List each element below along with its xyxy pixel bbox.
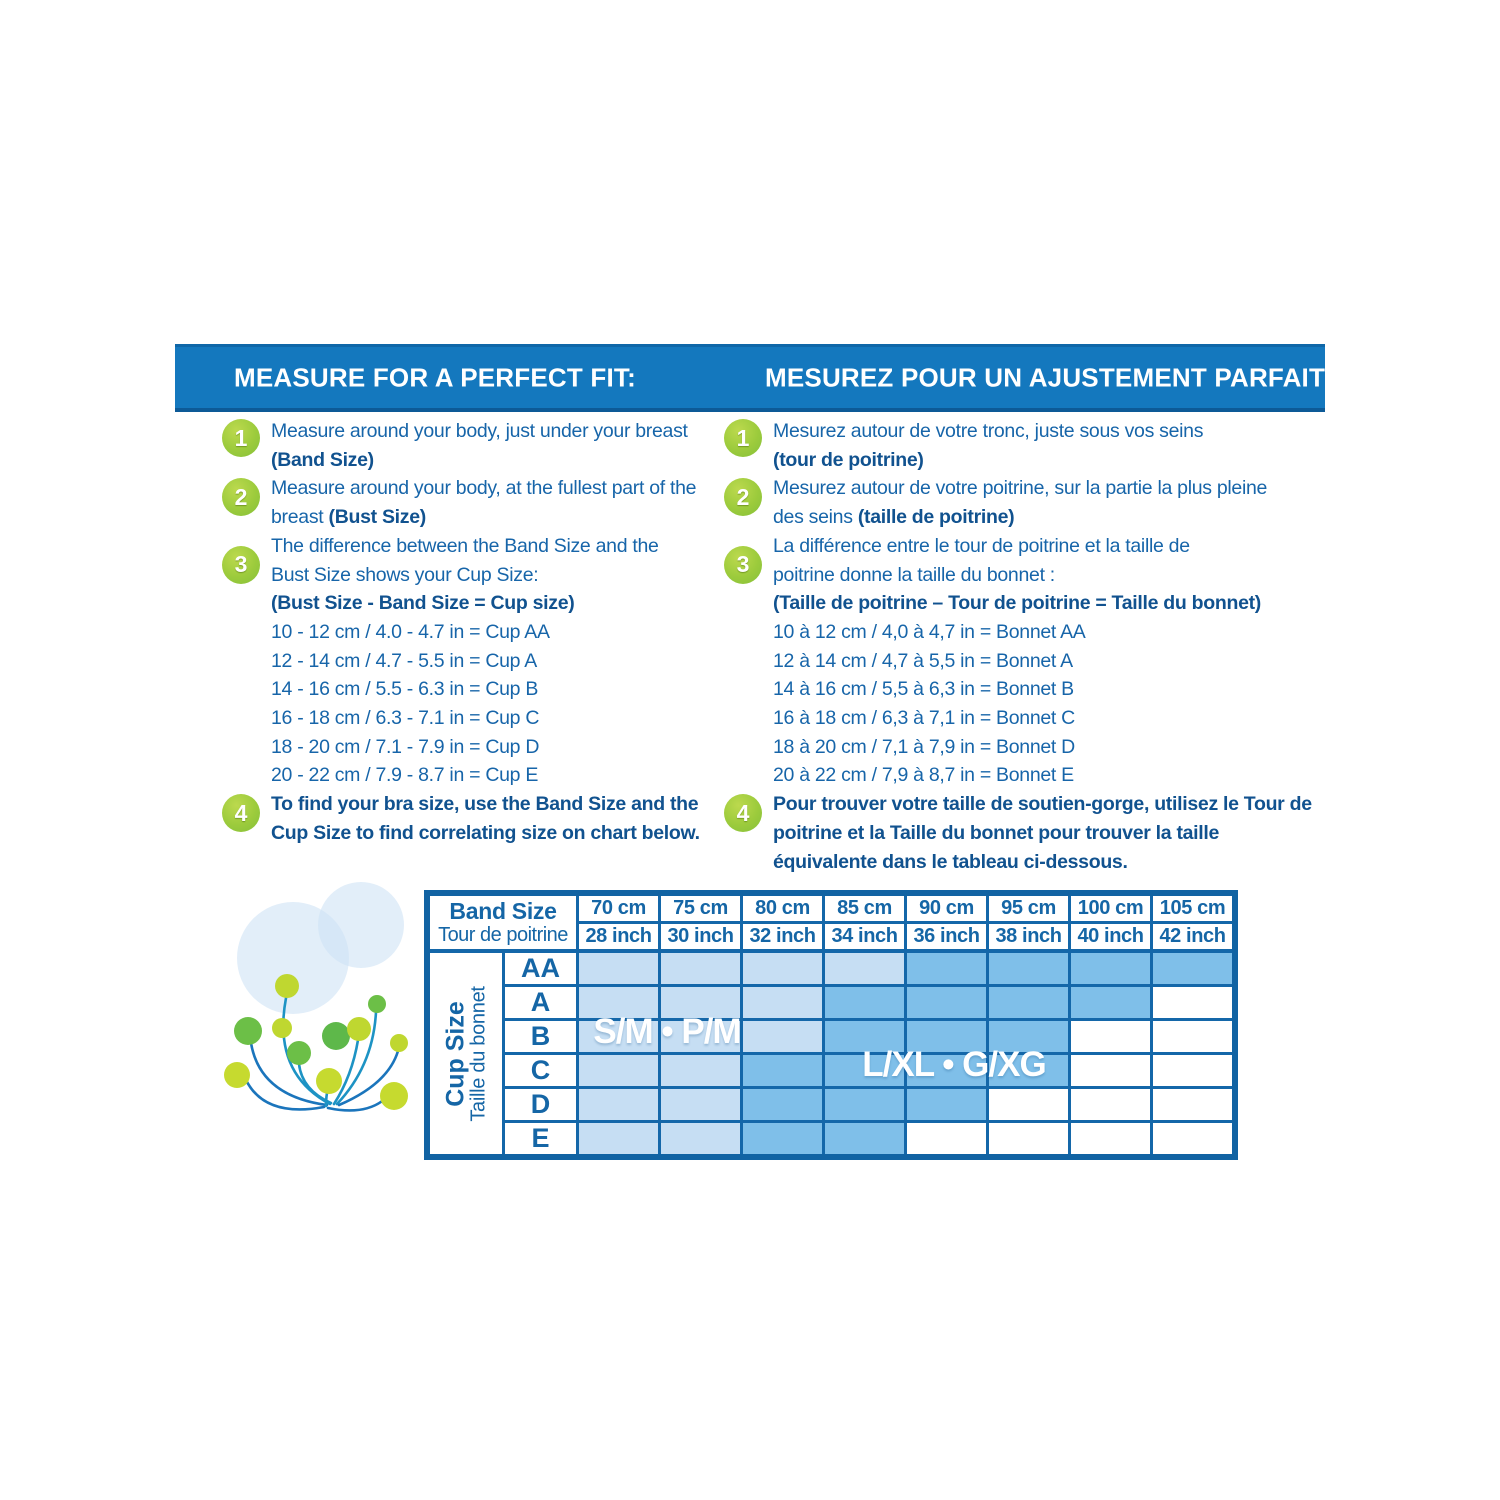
size-cell-A-100cm [1071, 987, 1150, 1018]
text-segment: Pour trouver votre taille de soutien-gorge, utilisez le Tour de [773, 793, 1312, 816]
text-segment: Measure around your body, just under your breast [271, 420, 688, 442]
step-number-badge: 2 [222, 478, 260, 516]
instruction-line [773, 790, 1324, 819]
size-cell-E-100cm [1071, 1123, 1150, 1154]
size-cell-A-105cm [1153, 987, 1232, 1018]
text-segment: 20 à 22 cm / 7,9 à 8,7 in = Bonnet E [773, 764, 1074, 787]
size-region-label-lxl: L/XL • G/XG [862, 1045, 1046, 1084]
text-segment: Bust Size shows your Cup Size: [271, 563, 539, 586]
instruction-line [271, 618, 714, 647]
step-number-badge: 1 [222, 419, 260, 457]
instruction-line [773, 848, 1324, 877]
size-cell-AA-80cm [743, 953, 822, 984]
page-title-french: MESUREZ POUR UN AJUSTEMENT PARFAIT : [765, 362, 1342, 392]
instruction-line [773, 704, 1324, 733]
band-size-cm-header: 100 cm [1071, 896, 1150, 921]
instruction-line [773, 589, 1324, 618]
text-segment: poitrine donne la taille du bonnet : [773, 563, 1055, 586]
text-segment: 12 à 14 cm / 4,7 à 5,5 in = Bonnet A [773, 649, 1073, 672]
band-size-inch-header: 38 inch [989, 924, 1068, 949]
page-title-english: MEASURE FOR A PERFECT FIT: [234, 362, 636, 392]
size-chart-body [430, 953, 1232, 1154]
text-segment: 10 - 12 cm / 4.0 - 4.7 in = Cup AA [271, 620, 550, 643]
step-number-badge: 1 [724, 419, 762, 457]
size-cell-C-80cm [743, 1055, 822, 1086]
text-segment: (Bust Size) [328, 506, 426, 529]
size-cell-B-80cm [743, 1021, 822, 1052]
text-segment: Mesurez autour de votre poitrine, sur la partie la plus pleine [773, 477, 1268, 500]
text-segment: La différence entre le tour de poitrine et la taille de [773, 534, 1190, 557]
text-segment: 18 à 20 cm / 7,1 à 7,9 in = Bonnet D [773, 735, 1075, 758]
band-size-label-french: Tour de poitrine [438, 923, 568, 946]
size-cell-E-80cm [743, 1123, 822, 1154]
step-number-badge: 4 [222, 794, 260, 832]
cup-row-label: A [505, 987, 576, 1018]
band-size-cm-header: 80 cm [743, 896, 822, 921]
instruction-line [271, 417, 714, 446]
text-segment: (taille de poitrine) [857, 506, 1015, 529]
text-segment: Measure around your body, at the fullest part of the [271, 477, 697, 500]
size-cell-AA-100cm [1071, 953, 1150, 984]
instruction-step-3 [724, 532, 1324, 790]
instruction-line [773, 446, 1324, 475]
text-segment: (tour de poitrine) [773, 448, 924, 471]
instruction-step-1 [222, 417, 714, 474]
size-cell-D-80cm [743, 1089, 822, 1120]
size-cell-A-80cm [743, 987, 822, 1018]
band-size-inch-header: 42 inch [1153, 924, 1232, 949]
text-segment: The difference between the Band Size and the [271, 534, 659, 557]
text-segment: 16 à 18 cm / 6,3 à 7,1 in = Bonnet C [773, 707, 1075, 730]
band-size-cm-header: 105 cm [1153, 896, 1232, 921]
step-number-badge: 3 [724, 546, 762, 584]
instruction-line [271, 819, 714, 848]
size-cell-B-100cm [1071, 1021, 1150, 1052]
band-size-cm-header: 90 cm [907, 896, 986, 921]
band-size-inch-header: 40 inch [1071, 924, 1150, 949]
instruction-line [773, 561, 1324, 590]
band-size-inch-header: 34 inch [825, 924, 904, 949]
instruction-line [773, 618, 1324, 647]
cup-row-label: D [505, 1089, 576, 1120]
size-cell-C-70cm [579, 1055, 658, 1086]
instruction-line [271, 532, 714, 561]
size-cell-D-90cm [907, 1089, 986, 1120]
text-segment: (Bust Size - Band Size = Cup size) [271, 592, 575, 615]
decorative-flower-graphic [180, 868, 430, 1160]
flower-stems [246, 998, 398, 1110]
step-number-badge: 3 [222, 546, 260, 584]
text-segment: 14 à 16 cm / 5,5 à 6,3 in = Bonnet B [773, 678, 1074, 701]
size-cell-AA-70cm [579, 953, 658, 984]
instruction-line [271, 446, 714, 475]
size-cell-A-95cm [989, 987, 1068, 1018]
instructions-english [222, 417, 714, 848]
cup-row-label: B [505, 1021, 576, 1052]
band-size-inch-header: 28 inch [579, 924, 658, 949]
instruction-line [271, 503, 714, 532]
text-segment: 18 - 20 cm / 7.1 - 7.9 in = Cup D [271, 735, 540, 758]
instruction-line [271, 733, 714, 762]
size-cell-D-75cm [661, 1089, 740, 1120]
instruction-step-4 [724, 790, 1324, 876]
size-cell-C-105cm [1153, 1055, 1232, 1086]
instruction-line [271, 675, 714, 704]
text-segment: breast [271, 506, 329, 529]
instruction-line [773, 503, 1324, 532]
size-cell-B-105cm [1153, 1021, 1232, 1052]
bubble-circle [318, 882, 404, 968]
text-segment: équivalente dans le tableau ci-dessous. [773, 850, 1128, 873]
size-cell-AA-90cm [907, 953, 986, 984]
size-cell-D-95cm [989, 1089, 1068, 1120]
size-cell-E-90cm [907, 1123, 986, 1154]
step-number-badge: 2 [724, 478, 762, 516]
band-size-label: Band Size [449, 897, 557, 924]
cup-row-label: AA [505, 953, 576, 984]
text-segment: 12 - 14 cm / 4.7 - 5.5 in = Cup A [271, 649, 537, 672]
cup-size-label-french: Taille du bonnet [467, 985, 490, 1122]
instruction-line [773, 417, 1324, 446]
text-segment: (Band Size) [271, 448, 374, 471]
size-cell-A-90cm [907, 987, 986, 1018]
instruction-line [271, 474, 714, 503]
band-size-inch-header: 30 inch [661, 924, 740, 949]
size-region-label-sm: S/M • P/M [593, 1012, 741, 1051]
cup-size-header-cell [430, 953, 502, 1154]
size-cell-D-70cm [579, 1089, 658, 1120]
band-size-cm-header: 85 cm [825, 896, 904, 921]
band-size-cm-header: 70 cm [579, 896, 658, 921]
cup-row-label: C [505, 1055, 576, 1086]
text-segment: 20 - 22 cm / 7.9 - 8.7 in = Cup E [271, 764, 539, 787]
size-cell-E-105cm [1153, 1123, 1232, 1154]
size-cell-AA-85cm [825, 953, 904, 984]
text-segment: des seins [773, 506, 858, 529]
size-cell-C-75cm [661, 1055, 740, 1086]
size-cell-E-95cm [989, 1123, 1068, 1154]
size-cell-C-100cm [1071, 1055, 1150, 1086]
step-number-badge: 4 [724, 794, 762, 832]
text-segment: Cup Size to find correlating size on chart below. [271, 821, 700, 844]
instruction-line [773, 647, 1324, 676]
text-segment: (Taille de poitrine – Tour de poitrine = Taille du bonnet) [773, 592, 1262, 615]
instruction-step-4 [222, 790, 714, 847]
size-cell-E-75cm [661, 1123, 740, 1154]
size-cell-E-85cm [825, 1123, 904, 1154]
instructions-french [724, 417, 1324, 876]
text-segment: 10 à 12 cm / 4,0 à 4,7 in = Bonnet AA [773, 620, 1086, 643]
size-chart-table [424, 890, 1238, 1160]
instruction-step-2 [724, 474, 1324, 531]
size-cell-A-85cm [825, 987, 904, 1018]
instruction-line [773, 819, 1324, 848]
header-bar [175, 344, 1342, 412]
instruction-line [271, 647, 714, 676]
size-cell-E-70cm [579, 1123, 658, 1154]
size-cell-AA-75cm [661, 953, 740, 984]
cup-row-label: E [505, 1123, 576, 1154]
text-segment: 14 - 16 cm / 5.5 - 6.3 in = Cup B [271, 678, 539, 701]
band-size-inch-header: 36 inch [907, 924, 986, 949]
instruction-line [773, 733, 1324, 762]
instruction-line [773, 474, 1324, 503]
size-cell-D-85cm [825, 1089, 904, 1120]
size-cell-D-105cm [1153, 1089, 1232, 1120]
instruction-line [773, 761, 1324, 790]
cup-size-label: Cup Size [441, 1000, 470, 1107]
text-segment: poitrine et la Taille du bonnet pour trouver la taille [773, 821, 1220, 844]
size-cell-D-100cm [1071, 1089, 1150, 1120]
size-chart-header [430, 896, 1232, 949]
text-segment: Mesurez autour de votre tronc, juste sous vos seins [773, 420, 1204, 442]
instruction-line [271, 589, 714, 618]
size-cell-AA-95cm [989, 953, 1068, 984]
instruction-step-1 [724, 417, 1324, 474]
text-segment: To find your bra size, use the Band Size and the [271, 793, 699, 816]
instruction-line [773, 675, 1324, 704]
band-size-header-cell [430, 896, 576, 949]
band-size-cm-header: 95 cm [989, 896, 1068, 921]
instruction-line [271, 761, 714, 790]
band-size-inch-header: 32 inch [743, 924, 822, 949]
instruction-step-2 [222, 474, 714, 531]
instruction-line [271, 704, 714, 733]
instruction-line [773, 532, 1324, 561]
band-size-cm-header: 75 cm [661, 896, 740, 921]
instruction-line [271, 561, 714, 590]
instruction-line [271, 790, 714, 819]
text-segment: 16 - 18 cm / 6.3 - 7.1 in = Cup C [271, 707, 540, 730]
size-cell-AA-105cm [1153, 953, 1232, 984]
instruction-step-3 [222, 532, 714, 790]
